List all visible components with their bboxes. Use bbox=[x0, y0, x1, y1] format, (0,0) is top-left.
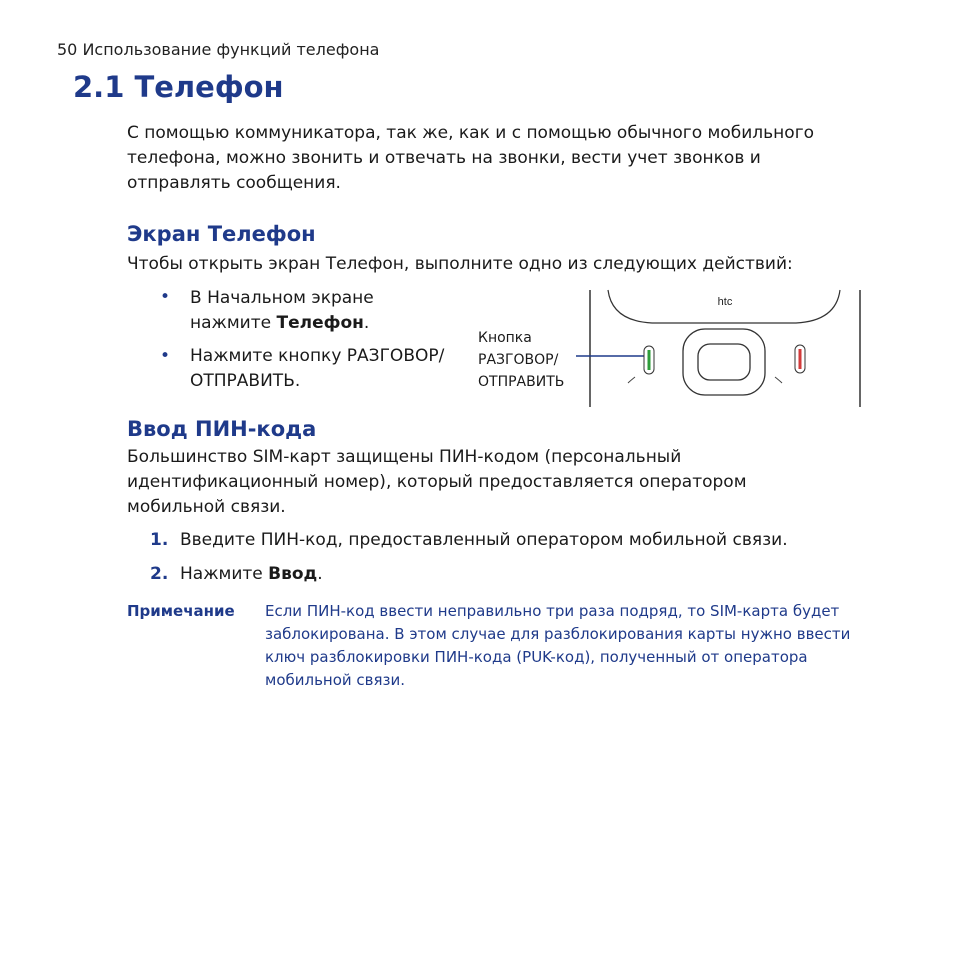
bullet-text: . bbox=[363, 313, 370, 333]
bullet-text: нажмите bbox=[190, 313, 277, 333]
intro-line: телефона, можно звонить и отвечать на звонки, вести учет звонков и bbox=[127, 148, 761, 168]
page-title: 2.1 Телефон bbox=[73, 70, 284, 104]
bullet-line: Нажмите кнопку РАЗГОВОР/ bbox=[190, 346, 445, 366]
bullet-item bbox=[190, 286, 374, 336]
step-text-part: Нажмите bbox=[180, 564, 269, 584]
phone-illustration bbox=[560, 285, 870, 410]
step-number: 1. bbox=[150, 530, 169, 550]
page-header: 50 Использование функций телефона bbox=[57, 40, 380, 59]
callout-line: РАЗГОВОР/ bbox=[478, 352, 559, 368]
callout-line: ОТПРАВИТЬ bbox=[478, 374, 565, 390]
pin-line: мобильной связи. bbox=[127, 497, 286, 517]
step-text bbox=[180, 562, 323, 587]
step-bold-text: Ввод bbox=[268, 564, 318, 584]
note-line: мобильной связи. bbox=[265, 671, 406, 689]
navigation-pad-center bbox=[698, 344, 750, 380]
pin-line: Большинство SIM-карт защищены ПИН-кодом (персональный bbox=[127, 447, 682, 467]
pin-line: идентификационный номер), который предоставляется оператором bbox=[127, 472, 747, 492]
bullet-line: ОТПРАВИТЬ. bbox=[190, 371, 301, 391]
phone-screen-lead: Чтобы открыть экран Телефон, выполните одно из следующих действий: bbox=[127, 254, 793, 274]
bullet-item bbox=[190, 344, 444, 394]
step-text-part: . bbox=[317, 564, 323, 584]
bullet-line: В Начальном экране bbox=[190, 288, 374, 308]
section-heading-phone-screen: Экран Телефон bbox=[127, 222, 316, 246]
bullet-line bbox=[190, 311, 374, 336]
key-arc bbox=[775, 377, 782, 383]
note-text bbox=[265, 600, 865, 692]
note-line: ключ разблокировки ПИН-кода (PUK-код), полученный от оператора bbox=[265, 648, 808, 666]
intro-line: отправлять сообщения. bbox=[127, 173, 341, 193]
bullet-icon: • bbox=[160, 346, 171, 366]
htc-logo: htc bbox=[717, 296, 733, 308]
section-heading-pin: Ввод ПИН-кода bbox=[127, 417, 317, 441]
callout-line: Кнопка bbox=[478, 330, 532, 346]
pin-paragraph bbox=[127, 445, 747, 520]
note-line: заблокирована. В этом случае для разблокирования карты нужно ввести bbox=[265, 625, 851, 643]
step-text: Введите ПИН-код, предоставленный оператором мобильной связи. bbox=[180, 530, 788, 550]
step-number: 2. bbox=[150, 564, 169, 584]
bullet-icon: • bbox=[160, 287, 171, 307]
intro-paragraph bbox=[127, 121, 814, 196]
key-arc bbox=[628, 377, 635, 383]
note-line: Если ПИН-код ввести неправильно три раза подряд, то SIM-карта будет bbox=[265, 602, 840, 620]
note-label: Примечание bbox=[127, 602, 235, 620]
bullet-bold-text: Телефон bbox=[276, 313, 364, 333]
intro-line: С помощью коммуникатора, так же, как и с помощью обычного мобильного bbox=[127, 123, 815, 143]
figure-callout bbox=[478, 327, 564, 393]
